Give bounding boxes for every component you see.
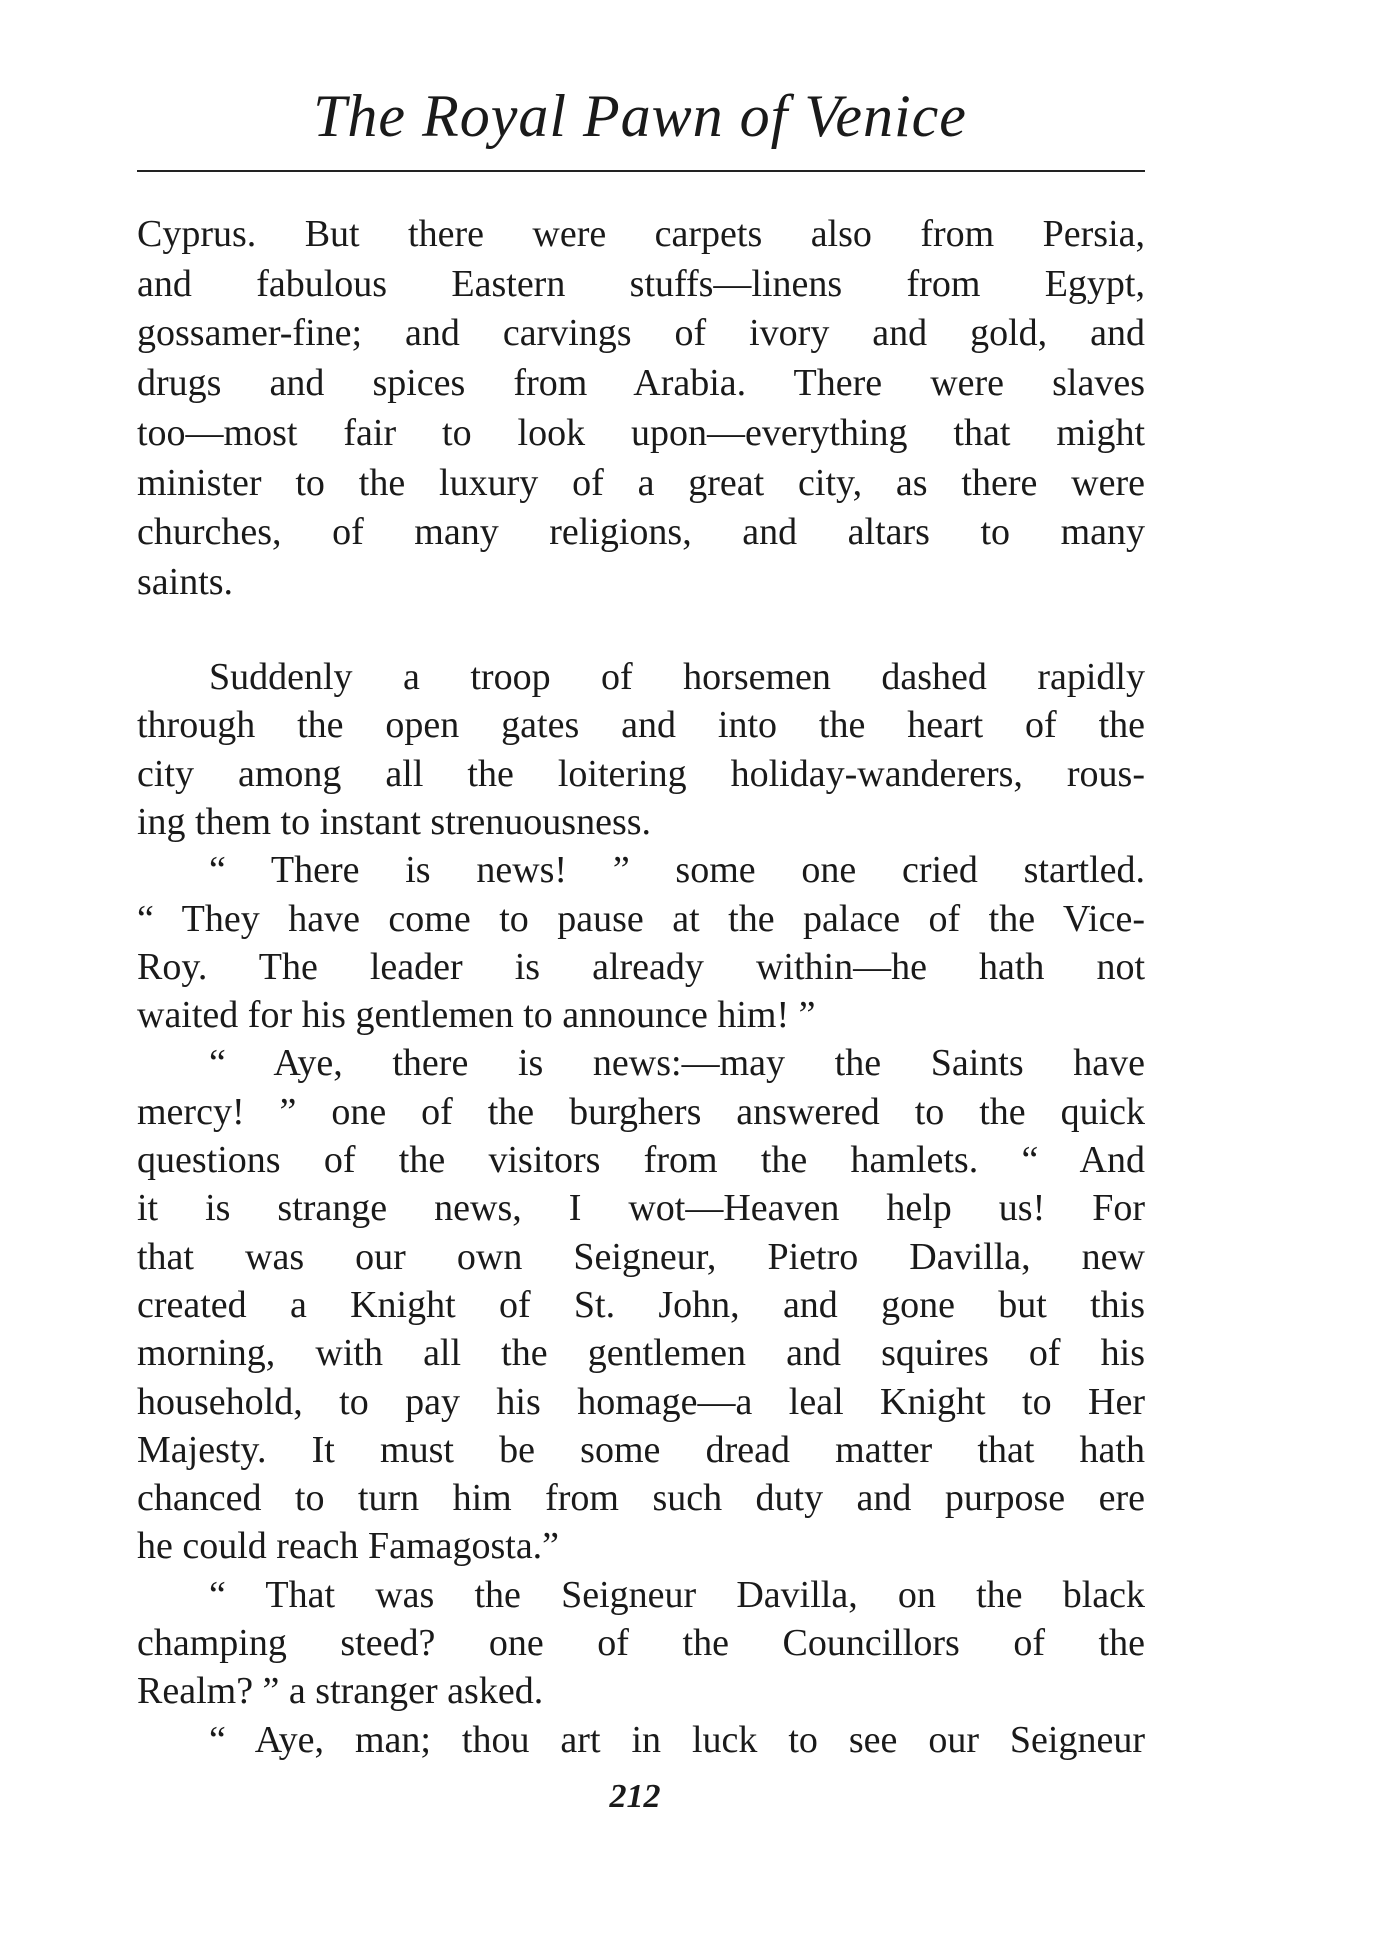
text-line: chanced to turn him from such duty and purpose ere xyxy=(137,1477,1145,1520)
text-line: household, to pay his homage—a leal Knight to Her xyxy=(137,1380,1145,1423)
text-line: minister to the luxury of a great city, as there were xyxy=(137,461,1145,504)
text-line: too—most fair to look upon—everything that might xyxy=(137,411,1145,454)
text-line: waited for his gentlemen to announce him! ” xyxy=(137,994,816,1037)
text-line: through the open gates and into the heart of the xyxy=(137,704,1145,747)
header-rule xyxy=(137,170,1145,172)
text-line: questions of the visitors from the hamlets. “ And xyxy=(137,1139,1145,1181)
text-line: champing steed? one of the Councillors of the xyxy=(137,1622,1145,1664)
text-line: and fabulous Eastern stuffs—linens from Egypt, xyxy=(137,262,1145,305)
text-line: “ Aye, there is news:—may the Saints have xyxy=(209,1042,1145,1085)
text-line: drugs and spices from Arabia. There were slaves xyxy=(137,362,1145,405)
text-line: “ Aye, man; thou art in luck to see our Seigneur xyxy=(209,1718,1145,1761)
running-header-title: The Royal Pawn of Venice xyxy=(313,83,967,149)
text-line: morning, with all the gentlemen and squires of his xyxy=(137,1332,1145,1375)
text-line: it is strange news, I wot—Heaven help us! For xyxy=(137,1187,1145,1230)
text-line: mercy! ” one of the burghers answered to the quick xyxy=(137,1090,1145,1133)
text-line: that was our own Seigneur, Pietro Davilla, new xyxy=(137,1235,1145,1278)
text-line: “ They have come to pause at the palace of the Vice- xyxy=(137,897,1145,940)
text-line: Roy. The leader is already within—he hath not xyxy=(137,945,1145,988)
text-line: ing them to instant strenuousness. xyxy=(137,800,652,843)
text-line: Suddenly a troop of horsemen dashed rapidly xyxy=(209,656,1145,698)
text-line: created a Knight of St. John, and gone but this xyxy=(137,1283,1145,1326)
text-line: Realm? ” a stranger asked. xyxy=(137,1670,544,1713)
text-line: churches, of many religions, and altars to many xyxy=(137,511,1145,554)
text-line: “ That was the Seigneur Davilla, on the black xyxy=(209,1573,1145,1616)
text-line: “ There is news! ” some one cried startled. xyxy=(209,849,1145,892)
text-line: gossamer-fine; and carvings of ivory and gold, and xyxy=(137,312,1145,355)
text-line: Cyprus. But there were carpets also from Persia, xyxy=(137,213,1145,255)
text-line: Majesty. It must be some dread matter that hath xyxy=(137,1428,1145,1471)
text-line: saints. xyxy=(137,560,234,603)
page-number: 212 xyxy=(609,1778,661,1815)
text-line: he could reach Famagosta.” xyxy=(137,1525,560,1568)
text-line: city among all the loitering holiday-wanderers, rous- xyxy=(137,752,1145,795)
